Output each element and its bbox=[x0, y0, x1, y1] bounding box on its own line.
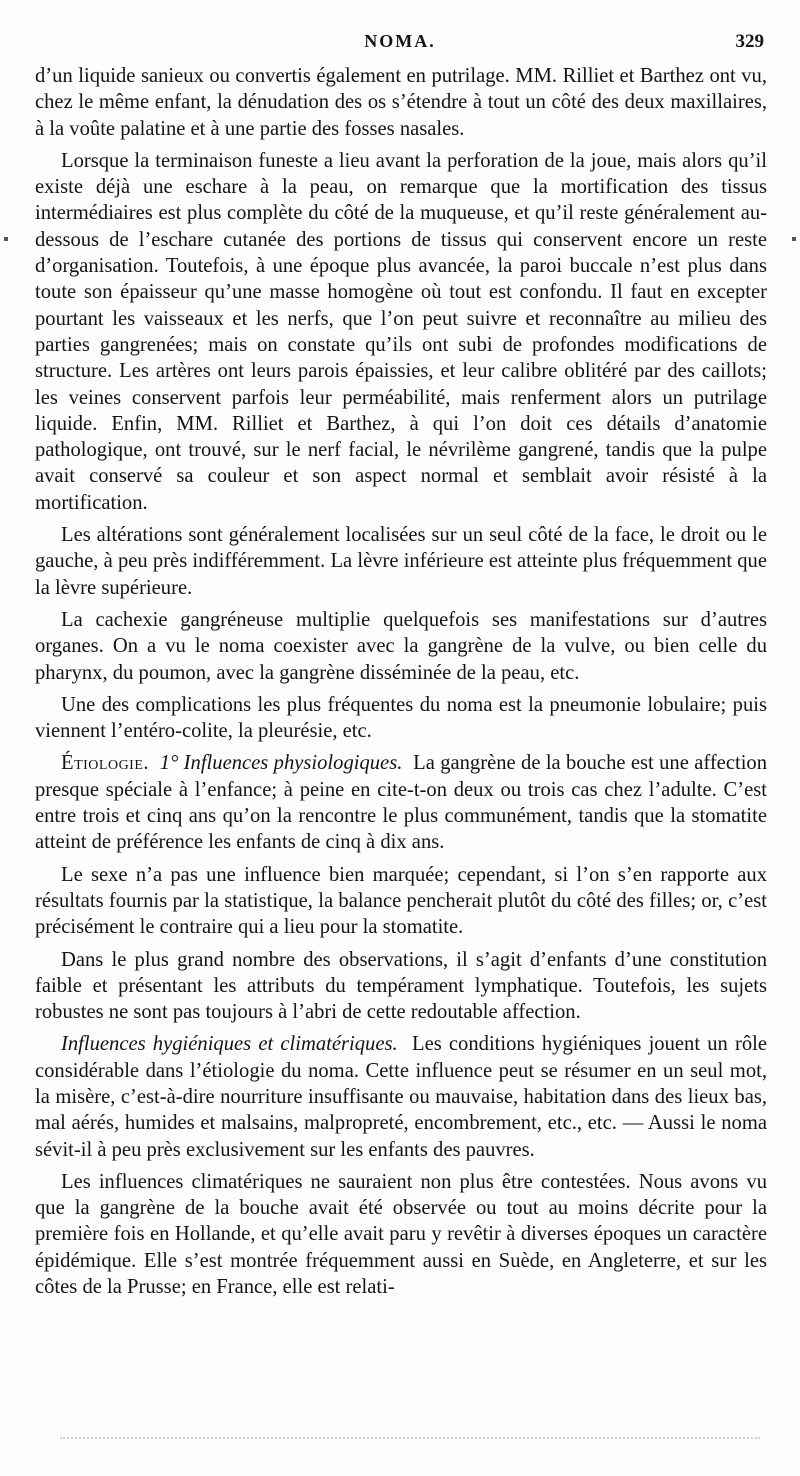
margin-mark-left bbox=[4, 237, 8, 241]
page-number: 329 bbox=[735, 31, 764, 52]
paragraph: Lorsque la terminaison funeste a lieu avant la perforation de la joue, mais alors qu’il existe déjà une eschare à la peau, on remarque que la mortification des tissus intermédiaires est plus complète du côté de la muqueuse, et qu’il reste généralement au-dessous de l’eschare cutanée des portions de tissus qui conservent encore un reste d’organisation. Toutefois, à une époque plus avancée, la paroi buccale n’est plus dans toute son épaisseur qu’une masse homogène où tout est confondu. Il faut en excepter pourtant les vaisseaux et les nerfs, que l’on peut suivre et reconnaître au milieu des parties gangrenées; mais on constate qu’ils ont subi de profondes modifications de structure. Les artères ont leurs parois épaissies, et leur calibre oblitéré par des caillots; les veines conservent parfois leur perméabilité, mais renferment alors un putrilage liquide. Enfin, MM. Rilliet et Barthez, à qui l’on doit ces détails d’anatomie pathologique, ont trouvé, sur le nerf facial, le névrilème gangrené, tandis que la pulpe avait conservé sa couleur et son aspect normal et semblait avoir résisté à la mortification. bbox=[35, 149, 767, 514]
paragraph: Le sexe n’a pas une influence bien marquée; cependant, si l’on s’en rapporte aux résultats fournis par la statistique, la balance pencherait plutôt du côté des filles; or, c’est précisément le contraire qui a lieu pour la stomatite. bbox=[35, 863, 767, 939]
section-heading-etiologie: Étiologie. bbox=[61, 752, 150, 775]
paragraph-hygiene bbox=[35, 1031, 767, 1162]
paragraph: La cachexie gangréneuse multiplie quelquefois ses manifestations sur d’autres organes. On a vu le noma coexister avec la gangrène de la vulve, ou bien celle du pharynx, du poumon, avec la gangrène disséminée de la peau, etc. bbox=[35, 608, 767, 684]
running-title: NOMA. bbox=[364, 31, 436, 51]
bleed-through-artifact bbox=[60, 1437, 760, 1445]
paragraph: Une des complications les plus fréquentes du noma est la pneumonie lobulaire; puis viennent l’entéro-colite, la pleurésie, etc. bbox=[35, 693, 767, 743]
running-header bbox=[0, 31, 800, 55]
paragraph: Dans le plus grand nombre des observations, il s’agit d’enfants d’une constitution faible et présentant les attributs du tempérament lymphatique. Toutefois, les sujets robustes ne sont pas toujours à l’abri de cette redoutable affection. bbox=[35, 948, 767, 1024]
paragraph-etiologie bbox=[35, 750, 767, 855]
subsection-heading-physiologiques: 1° Influences physiologiques. bbox=[159, 752, 403, 775]
paragraph: Les influences climatériques ne sauraient non plus être contestées. Nous avons vu que la gangrène de la bouche avait été observée ou tout au moins décrite pour la première fois en Hollande, et qu’elle avait paru y revêtir à diverses époques un caractère épidémique. Elle s’est montrée fréquemment aussi en Suède, en Angleterre, et sur les côtes de la Prusse; en France, elle est relati- bbox=[35, 1170, 767, 1299]
subsection-heading-hygieniques: Influences hygiéniques et climatériques. bbox=[61, 1033, 398, 1056]
paragraph: Les altérations sont généralement localisées sur un seul côté de la face, le droit ou le gauche, à peu près indifféremment. La lèvre inférieure est atteinte plus fréquemment que la lèvre supérieure. bbox=[35, 524, 767, 599]
margin-mark-right bbox=[792, 237, 796, 241]
paragraph-continuation: d’un liquide sanieux ou convertis également en putrilage. MM. Rilliet et Barthez ont vu, chez le même enfant, la dénudation des os s’étendre à tout un côté des deux maxillaires, à la voûte palatine et à une partie des fosses nasales. bbox=[35, 65, 767, 140]
paragraph-body: La gangrène de la bouche est une affection presque spéciale à l’enfance; à peine en cite-t-on deux ou trois cas chez l’adulte. C’est entre trois et cinq ans qu’on la rencontre le plus communément, tandis que la stomatite atteint de préférence les enfants de cinq à dix ans. bbox=[35, 752, 768, 854]
paragraph-body: Les conditions hygiéniques jouent un rôle considérable dans l’étiologie du noma. Cette influence peut se résumer en un seul mot, la misère, c’est-à-dire nourriture insuffisante ou mauvaise, habitation dans des lieux bas, mal aérés, humides et malsains, malpropreté, encombrement, etc., etc. — Aussi le noma sévit-il à peu près exclusivement sur les enfants des pauvres. bbox=[35, 1033, 768, 1161]
body-text bbox=[35, 63, 767, 1306]
